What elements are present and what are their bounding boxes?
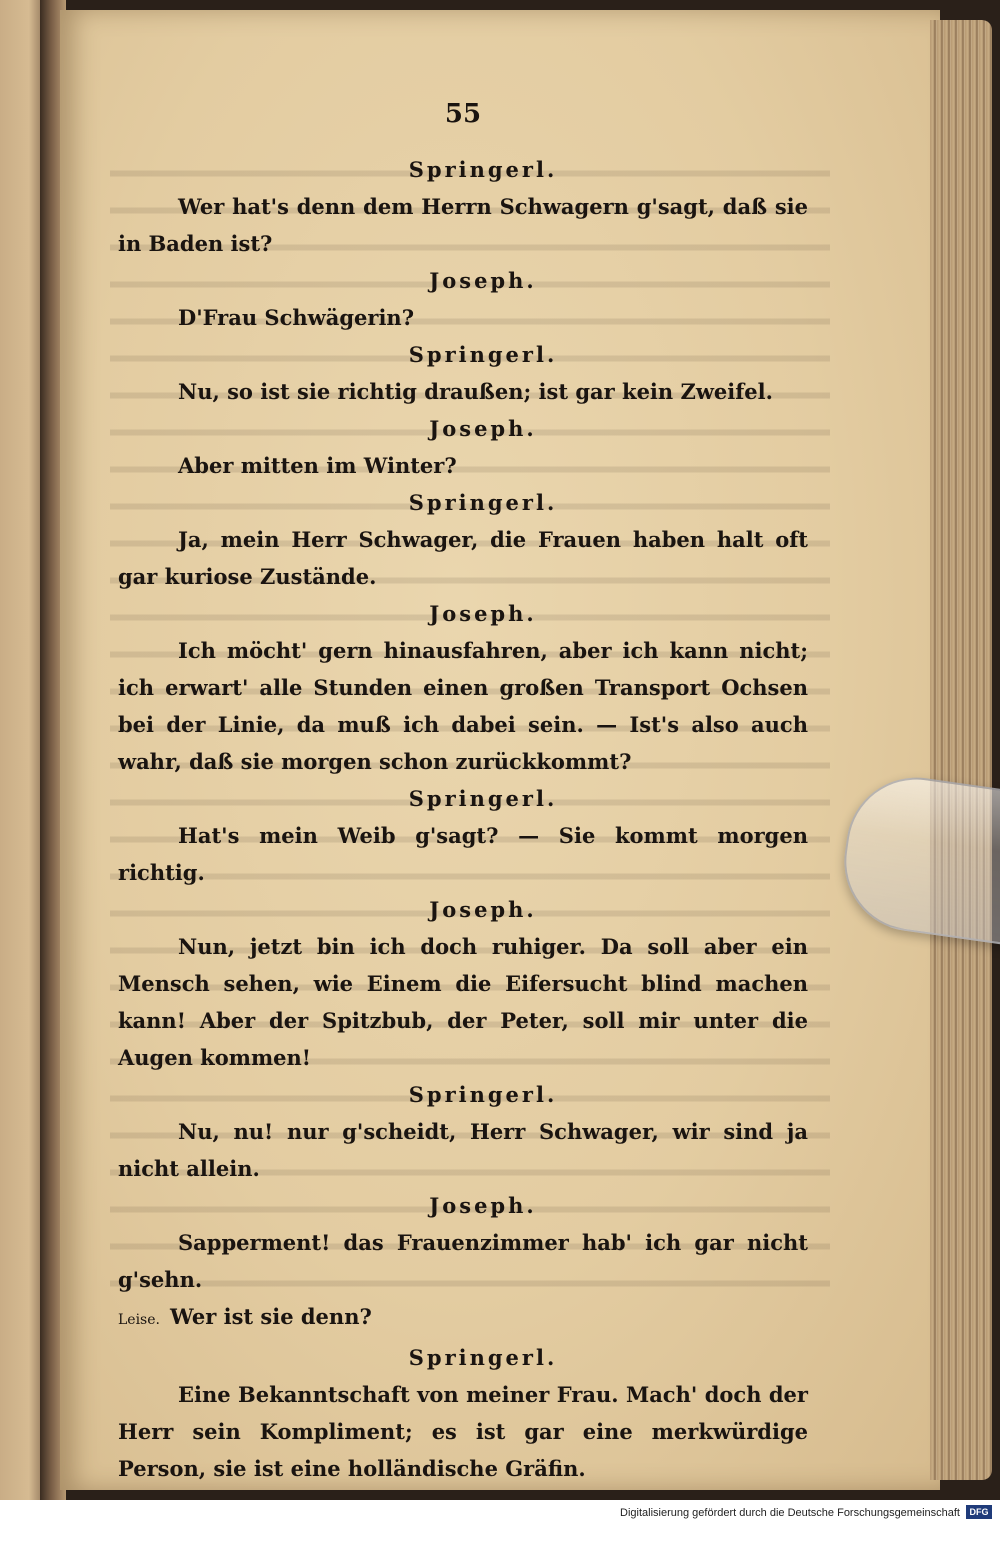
footer-credit: Digitalisierung gefördert durch die Deutsche Forschungsgemeinschaft xyxy=(620,1507,960,1519)
aside-text: Wer ist sie denn? xyxy=(169,1304,372,1329)
dialogue-line: D'Frau Schwägerin? xyxy=(178,305,414,330)
dialogue-line: Nu, so ist sie richtig draußen; ist gar kein Zweifel. xyxy=(178,379,773,404)
dialogue-line: Eine Bekanntschaft von meiner Frau. Mach' doch der Herr sein Kompliment; es ist gar eine merkwürdige Person, sie ist eine holländische Gräfin. xyxy=(118,1382,808,1481)
dialogue-line: Sapperment! das Frauenzimmer hab' ich gar nicht g'sehn. xyxy=(118,1230,808,1292)
page-number: 55 xyxy=(444,99,482,129)
speaker-name: Joseph. xyxy=(429,1193,537,1218)
stage-direction: Leise. xyxy=(118,1312,160,1328)
page-edges xyxy=(930,20,992,1480)
speaker-name: Joseph. xyxy=(429,601,537,626)
dialogue-line: Nun, jetzt bin ich doch ruhiger. Da soll aber ein Mensch sehen, wie Einem die Eifersucht blind machen kann! Aber der Spitzbub, der Peter, soll mir unter die Augen kommen! xyxy=(118,934,808,1070)
speaker-name: Springerl. xyxy=(408,1345,558,1370)
page-text xyxy=(118,96,808,1487)
speaker-name: Springerl. xyxy=(408,1082,558,1107)
speaker-name: Springerl. xyxy=(408,490,558,515)
dialogue-line: Ich möcht' gern hinausfahren, aber ich kann nicht; ich erwart' alle Stunden einen großen Transport Ochsen bei der Linie, da muß ich dabei sein. — Ist's also auch wahr, daß sie morgen schon zurückkommt? xyxy=(118,638,808,774)
dialogue-line: Aber mitten im Winter? xyxy=(178,453,457,478)
dialogue-aside-line xyxy=(118,1298,808,1339)
speaker-name: Springerl. xyxy=(408,342,558,367)
dialogue-line: Nu, nu! nur g'scheidt, Herr Schwager, wir sind ja nicht allein. xyxy=(118,1119,808,1181)
speaker-name: Joseph. xyxy=(429,268,537,293)
dialogue-line: Wer hat's denn dem Herrn Schwagern g'sagt, daß sie in Baden ist? xyxy=(118,194,808,256)
speaker-name: Springerl. xyxy=(408,786,558,811)
speaker-name: Joseph. xyxy=(429,897,537,922)
speaker-name: Springerl. xyxy=(408,157,558,182)
dialogue-line: Ja, mein Herr Schwager, die Frauen haben halt oft gar kuriose Zustände. xyxy=(118,527,808,589)
dfg-logo: DFG xyxy=(966,1505,992,1519)
speaker-name: Joseph. xyxy=(429,416,537,441)
digitization-footer xyxy=(0,1500,1000,1543)
dialogue-line: Hat's mein Weib g'sagt? — Sie kommt morgen richtig. xyxy=(118,823,808,885)
